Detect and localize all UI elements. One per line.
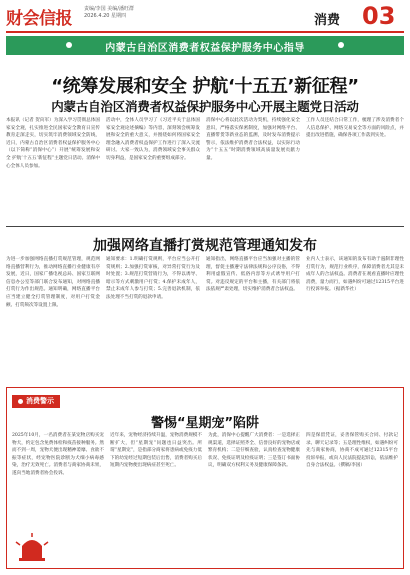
article3-column-2: 近年来，宠物经济持续升温，宠物消费规模不断扩大，但“星期宠”问题也日益突出。所谓“星期宠”，是指部分商家将患病或免疫力低下的幼宠经过短期包装后出售，消费者购买后短期内宠物便出现病症甚至死亡。 (110, 433, 202, 469)
newspaper-logo: 财会信报 (6, 9, 72, 29)
tag-label: 消费警示 (26, 397, 54, 405)
article3-column-4: 四是保留凭证，妥善保管购买合同、付款记录、聊天记录等；五是理性维权，如遇纠纷可先与商家协商，协商不成可通过12315平台投诉举报，或向人民法院提起诉讼，依法维护自身合法权益。（撰稿/李国） (306, 433, 398, 469)
article2-column-2: 通知要求：1.明确打赏规则，平台应当公开打赏规则；2.加强打赏审核，对异常打赏行为及时处置；3.规范打赏营销行为，不得以诱导、暗示等方式刺激用户打赏；4.保护未成年人，禁止未成年人参与打赏；5.完善退款机制，依法处理不当打赏的退款申请。 (106, 257, 200, 300)
article1-column-4: 工作人员还结合日常工作，梳理了涉及消费者个人信息保护、网络交易安全等方面的风险点，并提出改进措施，确保各项工作落到实处。 (306, 118, 404, 139)
article1-column-2: 活动中，全体人员学习了《习近平关于总体国家安全观论述摘编》等内容，深刻领会统筹发展和安全的重大意义，并围绕如何将国家安全理念融入消费者权益保护工作进行了深入交流研讨。大家一致认为，消费领域安全事关群众切身利益，是国家安全的重要组成部分。 (106, 118, 200, 161)
banner-dot-right-icon (338, 42, 344, 48)
alarm-icon (12, 532, 52, 562)
section-banner (6, 36, 404, 55)
article1-headline: “统筹发展和安全 护航‘十五五’新征程” (51, 76, 359, 97)
article2-column-4: 业内人士表示，该通知的发布有助于遏制非理性打赏行为，规范行业秩序，保障消费者尤其是未成年人的合法权益。消费者在观看直播时应理性消费，量力而行，如遇纠纷可通过12315平台进行投诉举报。（据新华社） (306, 257, 404, 293)
article2-column-1: 为进一步加强网络直播打赏规范管理，规范网络直播营利行为，推动网络直播行业健康有序发展，近日，国家广播电视总局、国家互联网信息办公室等部门联合发布通知，对网络直播打赏行为作出规范。通知明确，网络直播平台应当建立健全打赏管理制度，对用户打赏金额、打赏频次等设置上限。 (6, 257, 100, 308)
article3-column-3: 为此，消保中心提醒广大消费者：一是选择正规渠道，选择证照齐全、信誉良好的宠物店或繁育机构；二是仔细查验，认真检查宠物健康状况、免疫证明及检疫证明；三是签订书面协议，明确双方权利义务及健康保障条款。 (208, 433, 300, 469)
page-number: 03 (362, 2, 396, 30)
consumer-warning-tag (12, 395, 60, 408)
article2-headline: 加强网络直播打赏规范管理通知发布 (93, 238, 317, 254)
article1-column-1: 本报讯（记者 贺向军）为深入学习贯彻总体国家安全观，扎实推进全民国家安全教育日宣传教育走深走实，切实筑牢消费领域安全防线，近日，内蒙古自治区消费者权益保护服务中心（以下简称“消保中心”）开展“统筹发展和安全 护航‘十五五’新征程”主题党日活动。消保中心全体人员参加。 (6, 118, 100, 169)
article1-column-3: 消保中心将以此次活动为契机，持续强化安全意识，严格落实保密制度，加强对网络平台、直播带货等新业态的监测，及时发布消费提示警示，依法维护消费者合法权益，以实际行动为“十五五”时期消费领域高质量发展贡献力量。 (206, 118, 300, 161)
issue-date: 2026.4.20 星期四 (84, 13, 127, 19)
article1-subheadline: 内蒙古自治区消费者权益保护服务中心开展主题党日活动 (51, 99, 359, 114)
article2-column-3: 通知指出，网络直播平台应当加强对主播的管理，督促主播遵守法律法规和公序良俗，不得利用虚假宣传、低俗内容等方式诱导用户打赏。对违反规定的平台和主播，有关部门将依法依规严肃处理，切实维护消费者合法权益。 (206, 257, 300, 293)
banner-text: 内蒙古自治区消费者权益保护服务中心指导 (105, 43, 305, 54)
issue-editors: 责编/李国 美编/潘旺群 (84, 6, 134, 12)
issue-info (84, 6, 134, 20)
article3-headline: 警惕“星期宠”陷阱 (150, 416, 260, 431)
article3-column-1: 2025年10月，一名消费者在某宠物店购买宠物犬，约定包含免费体检和疫苗接种服务。然而不到一周，宠物犬便出现精神萎靡、食欲不振等症状，经宠物医院诊断为犬细小病毒感染，治疗无效死亡。消费者与商家协商未果，遂向当地消费者协会投诉。 (12, 433, 104, 476)
section-divider-1 (6, 226, 404, 227)
warning-icon (18, 399, 23, 404)
top-rule (6, 31, 404, 33)
section-name: 消费 (314, 13, 341, 28)
